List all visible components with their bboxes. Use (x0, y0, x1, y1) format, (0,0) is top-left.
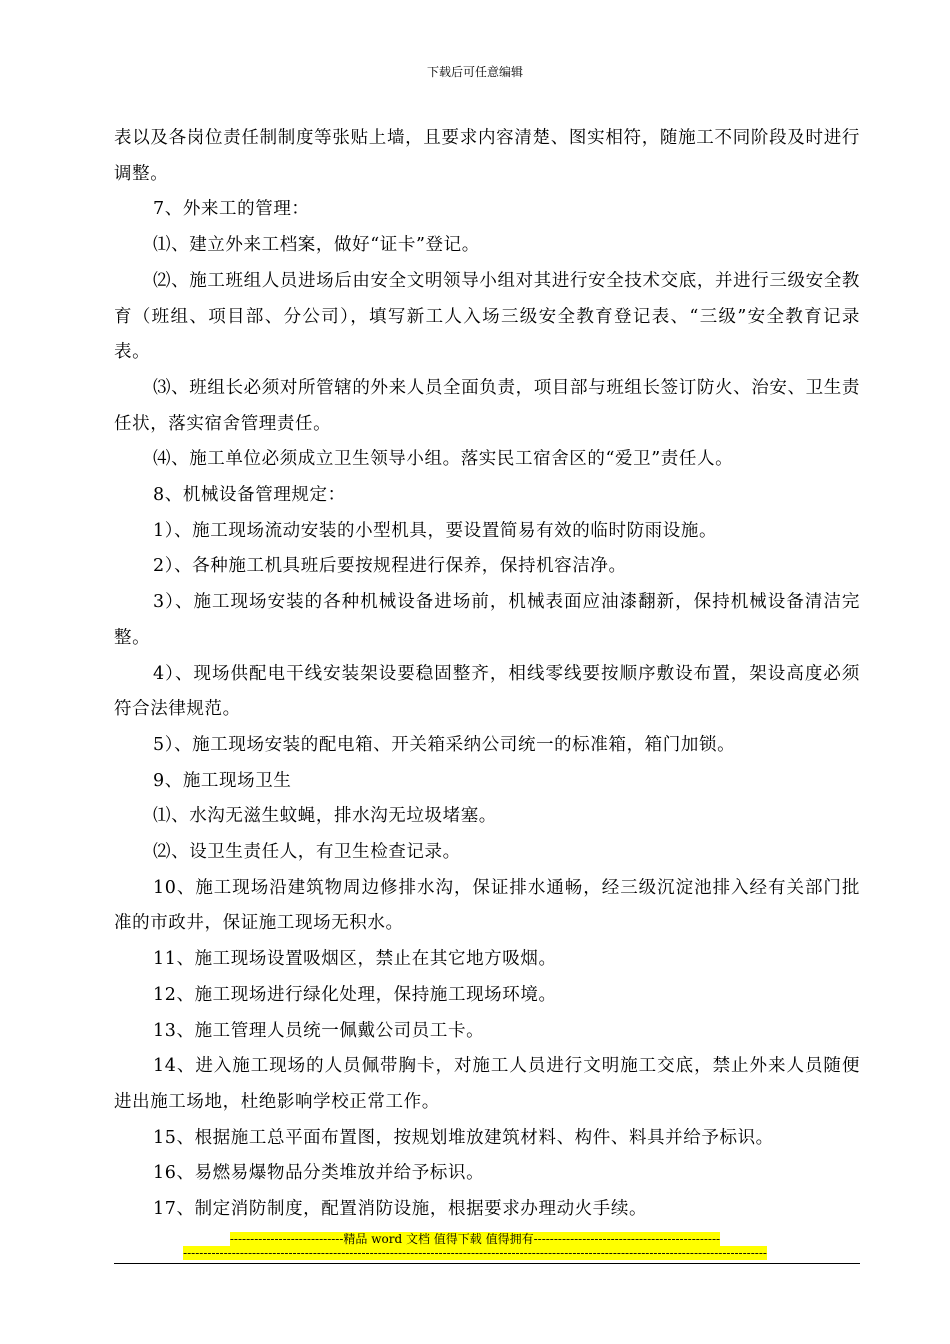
paragraph: ⑵、施工班组人员进场后由安全文明领导小组对其进行安全技术交底，并进行三级安全教育（班组、项目部、分公司），填写新工人入场三级安全教育登记表、“三级”安全教育记录表。 (114, 270, 860, 363)
paragraph: 13、施工管理人员统一佩戴公司员工卡。 (153, 1020, 485, 1041)
paragraph: 表以及各岗位责任制制度等张贴上墙，且要求内容清楚、图实相符，随施工不同阶段及时进行调整。 (114, 128, 860, 184)
paragraph: ⑵、设卫生责任人，有卫生检查记录。 (153, 842, 461, 863)
paragraph: 15、根据施工总平面布置图，按规划堆放建筑材料、构件、料具并给予标识。 (153, 1127, 774, 1148)
document-body (114, 121, 860, 1228)
footer-banner-line-1 (0, 1232, 950, 1246)
paragraph: ⑴、水沟无滋生蚊蝇，排水沟无垃圾堵塞。 (153, 806, 497, 827)
paragraph: 10、施工现场沿建筑物周边修排水沟，保证排水通畅，经三级沉淀池排入经有关部门批准的市政井，保证施工现场无积水。 (114, 877, 860, 934)
paragraph: 8、机械设备管理规定： (153, 485, 346, 506)
page-header: 下载后可任意编辑 (426, 65, 523, 79)
paragraph: 12、施工现场进行绿化处理，保持施工现场环境。 (153, 984, 557, 1005)
paragraph: ⑶、班组长必须对所管辖的外来人员全面负责，项目部与班组长签订防火、治安、卫生责任状，落实宿舍管理责任。 (114, 377, 860, 434)
footer-banner-text-1: ----------------------------精品 word 文档 值得下载 值得拥有---------------------------------------------- (229, 1232, 721, 1246)
paragraph: 11、施工现场设置吸烟区，禁止在其它地方吸烟。 (153, 949, 557, 970)
paragraph: ⑷、施工单位必须成立卫生领导小组。落实民工宿舍区的“爱卫”责任人。 (153, 449, 734, 470)
paragraph: 3）、施工现场安装的各种机械设备进场前，机械表面应油漆翻新，保持机械设备清洁完整。 (114, 592, 860, 648)
paragraph: ⑴、建立外来工档案，做好“证卡”登记。 (153, 235, 480, 256)
paragraph: 1）、施工现场流动安装的小型机具，要设置简易有效的临时防雨设施。 (153, 520, 718, 541)
paragraph: 4）、现场供配电干线安装架设要稳固整齐，相线零线要按顺序敷设布置，架设高度必须符合法律规范。 (114, 663, 860, 720)
paragraph: 7、外来工的管理： (153, 199, 310, 220)
paragraph: 16、易燃易爆物品分类堆放并给予标识。 (153, 1163, 485, 1184)
paragraph: 2）、各种施工机具班后要按规程进行保养，保持机容洁净。 (153, 556, 627, 577)
paragraph: 14、进入施工现场的人员佩带胸卡，对施工人员进行文明施工交底，禁止外来人员随便进出施工场地，杜绝影响学校正常工作。 (114, 1056, 860, 1112)
paragraph: 9、施工现场卫生 (153, 770, 292, 791)
footer-banner-text-2: ------------------------------------------------------------------------------------------------------------------------------------------------ (183, 1246, 767, 1260)
paragraph: 17、制定消防制度，配置消防设施，根据要求办理动火手续。 (153, 1199, 648, 1220)
footer-rule (114, 1263, 860, 1264)
footer-banner-line-2 (0, 1246, 950, 1260)
paragraph: 5）、施工现场安装的配电箱、开关箱采纳公司统一的标准箱，箱门加锁。 (153, 734, 736, 755)
